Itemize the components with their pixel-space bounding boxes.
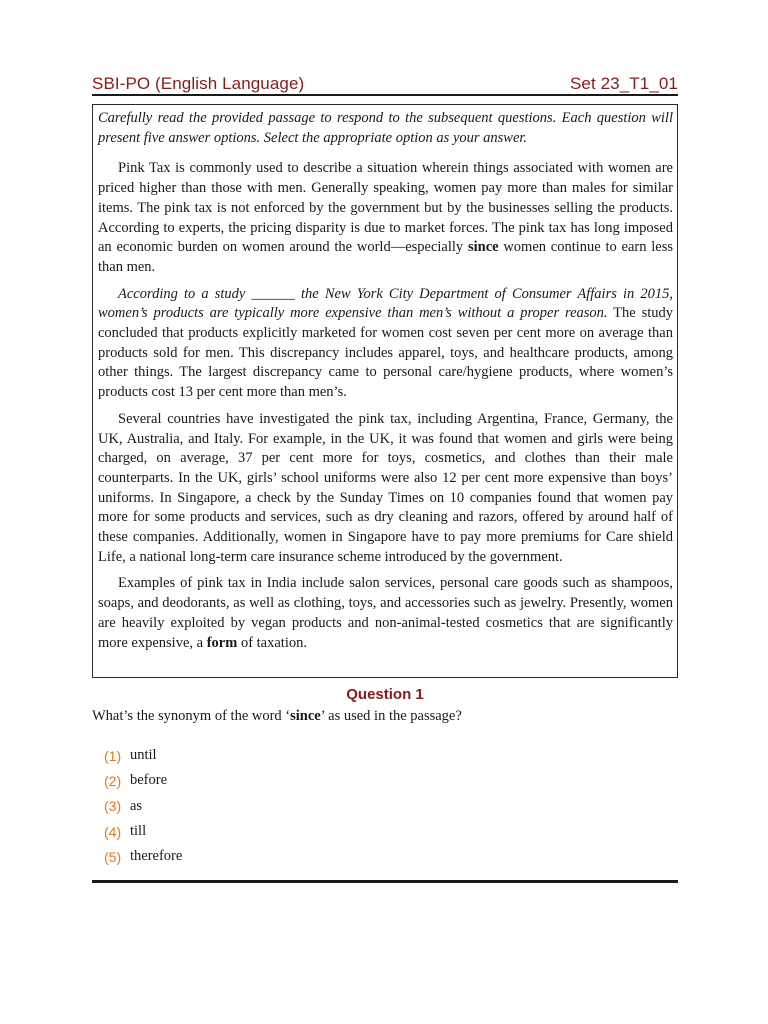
option-number: (2): [104, 772, 122, 789]
option-label: until: [130, 747, 157, 764]
question-title: Question 1: [346, 686, 424, 703]
question-text-before: What’s the synonym of the word ‘: [92, 708, 291, 724]
header-title: SBI-PO (English Language): [92, 74, 305, 93]
passage-paragraph-2: [98, 285, 673, 403]
answer-option-4[interactable]: [104, 819, 182, 844]
option-number: (5): [104, 848, 122, 865]
p1-highlight-since: since: [467, 239, 499, 256]
p1-text-before: Pink Tax is commonly used to describe a situation wherein things associated with women are priced higher than those with men. Generally speaking, women pay more than males for similar items. The pink tax is not enforced by the government but by the businesses selling the products. According to experts, the pricing disparity is due to market forces. The pink tax has long imposed an economic burden on women around the world—especially: [98, 160, 673, 256]
header-divider: [92, 94, 678, 96]
p1-text-after: women continue to earn less than men.: [98, 239, 674, 275]
answer-option-3[interactable]: [104, 794, 182, 819]
option-label: before: [130, 772, 168, 789]
passage-instructions: Carefully read the provided passage to respond to the subsequent questions. Each question will present five answer options. Select the appropriate option as your answer.: [98, 110, 673, 146]
answer-option-1[interactable]: [104, 743, 182, 768]
option-label: therefore: [130, 848, 183, 865]
option-number: (3): [104, 798, 122, 815]
question-highlight-word: since: [290, 708, 321, 724]
header-set-id: Set 23_T1_01: [569, 74, 678, 93]
option-label: till: [130, 823, 147, 840]
answer-option-2[interactable]: [104, 768, 182, 793]
answer-options: [104, 743, 182, 869]
passage-paragraph-1: [98, 159, 673, 277]
p2-italic-sentence: According to a study ______ the New York City Department of Consumer Affairs in 2015, women’s products are typically more expensive than men’s without a proper reason.: [98, 285, 673, 322]
answer-option-5[interactable]: [104, 844, 182, 869]
p4-highlight-form: form: [206, 634, 238, 651]
option-label: as: [130, 797, 143, 814]
passage-paragraph-4: [98, 574, 673, 653]
p2-text-rest: The study concluded that products explicitly marketed for women cost seven per cent more on average than products sold for men. This discrepancy includes apparel, toys, and healthcare products, among other things. The largest discrepancy came to personal care/hygiene products, where women’s products cost 13 per cent more than men’s.: [98, 305, 674, 401]
p4-text-after: of taxation.: [237, 634, 307, 651]
option-number: (4): [104, 823, 122, 840]
question-text-after: ’ as used in the passage?: [320, 708, 462, 724]
passage-paragraph-3: Several countries have investigated the pink tax, including Argentina, France, Germany, the UK, Australia, and Italy. For example, in the UK, it was found that women and girls were being charged, on average, 37 per cent more for toys, cosmetics, and clothes than their male counterparts. In the UK, girls’ school uniforms were also 12 per cent more expensive than boys’ uniforms. In Singapore, a check by the Sunday Times on 10 companies found that women pay more for some products and services, such as dry cleaning and razors, offered by around half of these companies. Additionally, women in Singapore have to pay more premiums for Care shield Life, a national long-term care insurance scheme introduced by the government.: [98, 410, 673, 565]
question-text: [92, 708, 678, 725]
passage-box: [92, 104, 678, 678]
footer-divider: [92, 880, 678, 883]
option-number: (1): [104, 747, 122, 764]
page-header: [92, 64, 678, 94]
p4-text-before: Examples of pink tax in India include salon services, personal care goods such as shampoos, soaps, and deodorants, as well as clothing, toys, and accessories such as jewelry. Presently, women are heavily exploited by vegan products and non-animal-tested cosmetics that are significantly more expensive, a: [98, 575, 673, 651]
